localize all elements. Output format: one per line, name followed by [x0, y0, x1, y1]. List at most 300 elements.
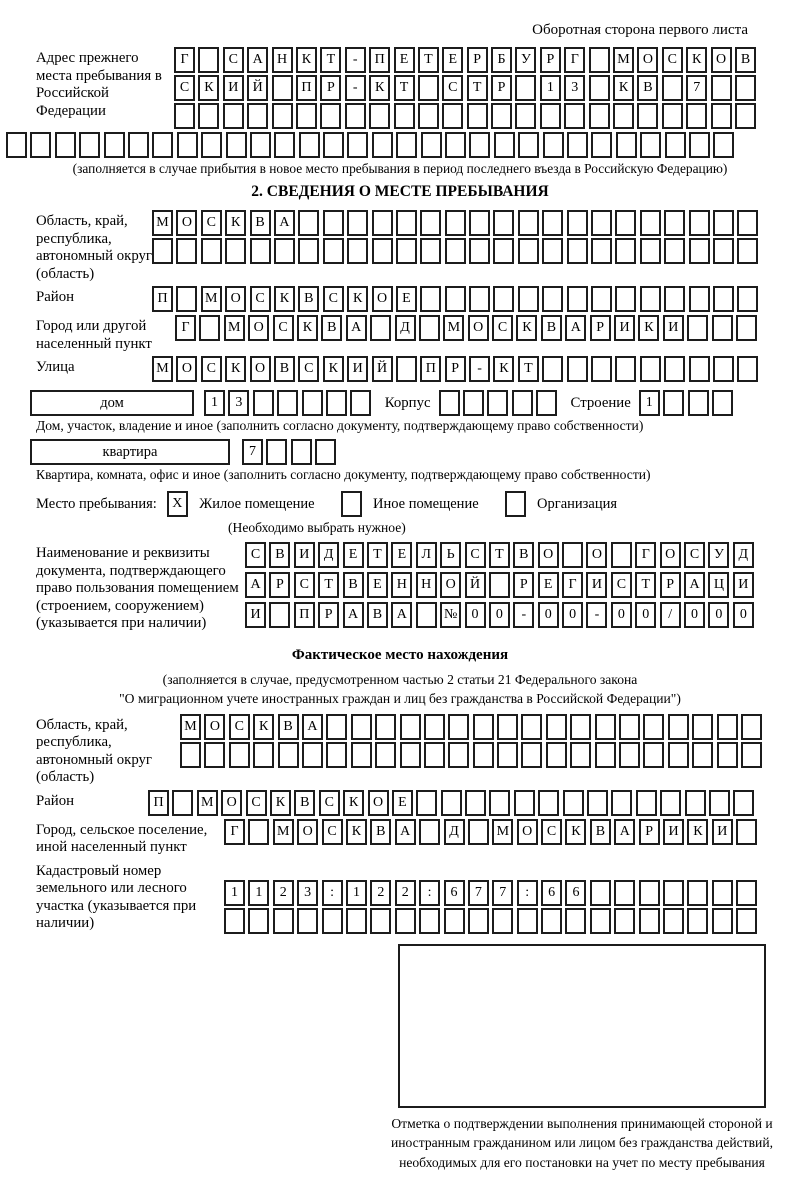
char-box[interactable]	[468, 819, 489, 845]
char-box[interactable]: В	[637, 75, 658, 101]
char-box[interactable]	[30, 132, 51, 158]
char-box[interactable]	[473, 742, 494, 768]
char-box[interactable]	[567, 132, 588, 158]
char-box[interactable]: С	[250, 286, 271, 312]
char-box[interactable]: С	[541, 819, 562, 845]
char-box[interactable]	[736, 315, 757, 341]
char-box[interactable]: К	[613, 75, 634, 101]
char-box[interactable]	[442, 103, 463, 129]
char-box[interactable]: А	[302, 714, 323, 740]
char-box[interactable]	[396, 210, 417, 236]
char-box[interactable]	[172, 790, 193, 816]
char-box[interactable]: П	[369, 47, 390, 73]
char-box[interactable]	[741, 714, 762, 740]
char-box[interactable]: -	[469, 356, 490, 382]
char-box[interactable]	[372, 238, 393, 264]
char-box[interactable]: Й	[465, 572, 486, 598]
char-box[interactable]	[253, 742, 274, 768]
char-box[interactable]: К	[343, 790, 364, 816]
char-box[interactable]: О	[221, 790, 242, 816]
char-box[interactable]	[424, 714, 445, 740]
char-box[interactable]	[419, 315, 440, 341]
char-box[interactable]: С	[611, 572, 632, 598]
char-box[interactable]: Р	[590, 315, 611, 341]
char-box[interactable]	[400, 742, 421, 768]
char-box[interactable]: -	[586, 602, 607, 628]
char-box[interactable]: П	[148, 790, 169, 816]
char-box[interactable]	[416, 790, 437, 816]
char-box[interactable]: В	[274, 356, 295, 382]
char-box[interactable]: Л	[416, 542, 437, 568]
char-box[interactable]	[660, 790, 681, 816]
char-box[interactable]	[640, 132, 661, 158]
char-box[interactable]: О	[250, 356, 271, 382]
char-box[interactable]	[521, 742, 542, 768]
char-box[interactable]: Е	[394, 47, 415, 73]
char-box[interactable]: С	[223, 47, 244, 73]
char-box[interactable]: П	[152, 286, 173, 312]
char-box[interactable]: М	[180, 714, 201, 740]
char-box[interactable]	[589, 75, 610, 101]
char-box[interactable]	[372, 132, 393, 158]
char-box[interactable]	[341, 491, 362, 517]
char-box[interactable]	[542, 238, 563, 264]
char-box[interactable]: С	[684, 542, 705, 568]
char-box[interactable]	[445, 132, 466, 158]
char-box[interactable]	[326, 390, 347, 416]
char-box[interactable]: Д	[395, 315, 416, 341]
char-box[interactable]	[686, 103, 707, 129]
char-box[interactable]: В	[321, 315, 342, 341]
char-box[interactable]	[201, 238, 222, 264]
char-box[interactable]	[589, 47, 610, 73]
char-box[interactable]	[291, 439, 312, 465]
char-box[interactable]	[467, 103, 488, 129]
char-box[interactable]	[444, 908, 465, 934]
char-box[interactable]: О	[637, 47, 658, 73]
char-box[interactable]: Р	[660, 572, 681, 598]
char-box[interactable]	[517, 908, 538, 934]
char-box[interactable]: С	[319, 790, 340, 816]
char-box[interactable]: Г	[635, 542, 656, 568]
char-box[interactable]	[741, 742, 762, 768]
char-box[interactable]: П	[294, 602, 315, 628]
char-box[interactable]	[250, 238, 271, 264]
char-box[interactable]: Д	[318, 542, 339, 568]
char-box[interactable]: С	[294, 572, 315, 598]
char-box[interactable]: Б	[491, 47, 512, 73]
char-box[interactable]: С	[201, 210, 222, 236]
char-box[interactable]: М	[201, 286, 222, 312]
char-box[interactable]	[515, 75, 536, 101]
char-box[interactable]	[204, 742, 225, 768]
char-box[interactable]	[518, 238, 539, 264]
char-box[interactable]	[668, 742, 689, 768]
char-box[interactable]	[664, 210, 685, 236]
char-box[interactable]: Р	[639, 819, 660, 845]
char-box[interactable]	[713, 286, 734, 312]
char-box[interactable]	[345, 103, 366, 129]
char-box[interactable]: С	[174, 75, 195, 101]
char-box[interactable]	[538, 790, 559, 816]
char-box[interactable]	[226, 132, 247, 158]
char-box[interactable]	[351, 714, 372, 740]
char-box[interactable]	[570, 742, 591, 768]
char-box[interactable]	[448, 742, 469, 768]
char-box[interactable]	[315, 439, 336, 465]
char-box[interactable]	[320, 103, 341, 129]
char-box[interactable]	[713, 132, 734, 158]
char-box[interactable]	[636, 790, 657, 816]
char-box[interactable]	[692, 714, 713, 740]
organization-checkbox[interactable]	[505, 491, 529, 517]
char-box[interactable]: Ц	[708, 572, 729, 598]
char-box[interactable]	[689, 286, 710, 312]
char-box[interactable]	[487, 390, 508, 416]
char-box[interactable]	[465, 790, 486, 816]
char-box[interactable]: Е	[391, 542, 412, 568]
char-box[interactable]: П	[296, 75, 317, 101]
char-box[interactable]	[662, 103, 683, 129]
char-box[interactable]	[152, 132, 173, 158]
char-box[interactable]: К	[686, 47, 707, 73]
char-box[interactable]	[445, 286, 466, 312]
char-box[interactable]: Р	[540, 47, 561, 73]
char-box[interactable]	[587, 790, 608, 816]
char-box[interactable]	[540, 103, 561, 129]
char-box[interactable]	[223, 103, 244, 129]
char-box[interactable]: 1	[204, 390, 225, 416]
char-box[interactable]	[717, 742, 738, 768]
char-box[interactable]: О	[204, 714, 225, 740]
char-box[interactable]	[564, 103, 585, 129]
char-box[interactable]	[396, 238, 417, 264]
char-box[interactable]: Т	[467, 75, 488, 101]
char-box[interactable]	[250, 132, 271, 158]
char-box[interactable]: 6	[541, 880, 562, 906]
char-box[interactable]	[664, 356, 685, 382]
char-box[interactable]: П	[420, 356, 441, 382]
char-box[interactable]	[735, 103, 756, 129]
char-box[interactable]: Н	[272, 47, 293, 73]
char-box[interactable]: С	[246, 790, 267, 816]
char-box[interactable]: 3	[564, 75, 585, 101]
char-box[interactable]	[299, 132, 320, 158]
char-box[interactable]	[448, 714, 469, 740]
char-box[interactable]: В	[278, 714, 299, 740]
char-box[interactable]	[298, 210, 319, 236]
char-box[interactable]	[589, 103, 610, 129]
char-box[interactable]: И	[223, 75, 244, 101]
char-box[interactable]: С	[322, 819, 343, 845]
char-box[interactable]: /	[660, 602, 681, 628]
char-box[interactable]	[469, 286, 490, 312]
char-box[interactable]: С	[298, 356, 319, 382]
char-box[interactable]	[712, 390, 733, 416]
char-box[interactable]: И	[245, 602, 266, 628]
char-box[interactable]: В	[250, 210, 271, 236]
char-box[interactable]: 1	[224, 880, 245, 906]
char-box[interactable]	[736, 880, 757, 906]
char-box[interactable]	[591, 210, 612, 236]
char-box[interactable]: А	[346, 315, 367, 341]
char-box[interactable]	[737, 356, 758, 382]
char-box[interactable]	[590, 908, 611, 934]
char-box[interactable]	[711, 103, 732, 129]
char-box[interactable]	[497, 714, 518, 740]
char-box[interactable]	[733, 790, 754, 816]
char-box[interactable]: К	[323, 356, 344, 382]
char-box[interactable]	[643, 742, 664, 768]
char-box[interactable]	[350, 390, 371, 416]
char-box[interactable]	[663, 880, 684, 906]
char-box[interactable]	[469, 132, 490, 158]
char-box[interactable]	[591, 356, 612, 382]
char-box[interactable]: :	[517, 880, 538, 906]
char-box[interactable]	[687, 908, 708, 934]
char-box[interactable]	[369, 103, 390, 129]
char-box[interactable]: М	[152, 210, 173, 236]
char-box[interactable]: В	[541, 315, 562, 341]
stay-option-residential[interactable]	[167, 491, 341, 517]
char-box[interactable]	[614, 908, 635, 934]
char-box[interactable]	[152, 238, 173, 264]
char-box[interactable]	[615, 286, 636, 312]
char-box[interactable]	[370, 908, 391, 934]
char-box[interactable]: К	[297, 315, 318, 341]
char-box[interactable]	[229, 742, 250, 768]
char-box[interactable]: М	[613, 47, 634, 73]
char-box[interactable]: №	[440, 602, 461, 628]
char-box[interactable]: 0	[562, 602, 583, 628]
char-box[interactable]: О	[517, 819, 538, 845]
char-box[interactable]	[737, 210, 758, 236]
char-box[interactable]: 0	[684, 602, 705, 628]
char-box[interactable]: К	[493, 356, 514, 382]
char-box[interactable]: И	[712, 819, 733, 845]
char-box[interactable]: Е	[396, 286, 417, 312]
char-box[interactable]	[420, 238, 441, 264]
char-box[interactable]: 0	[611, 602, 632, 628]
char-box[interactable]: К	[638, 315, 659, 341]
char-box[interactable]: :	[322, 880, 343, 906]
char-box[interactable]: 7	[492, 880, 513, 906]
char-box[interactable]	[565, 908, 586, 934]
char-box[interactable]	[180, 742, 201, 768]
char-box[interactable]	[735, 75, 756, 101]
char-box[interactable]	[689, 210, 710, 236]
char-box[interactable]: 0	[635, 602, 656, 628]
char-box[interactable]: С	[201, 356, 222, 382]
char-box[interactable]: А	[245, 572, 266, 598]
other-premises-checkbox[interactable]	[341, 491, 365, 517]
char-box[interactable]: Р	[513, 572, 534, 598]
char-box[interactable]	[712, 315, 733, 341]
char-box[interactable]	[515, 103, 536, 129]
char-box[interactable]: 0	[708, 602, 729, 628]
char-box[interactable]: К	[270, 790, 291, 816]
char-box[interactable]	[297, 908, 318, 934]
char-box[interactable]	[351, 742, 372, 768]
char-box[interactable]	[640, 356, 661, 382]
char-box[interactable]	[619, 742, 640, 768]
char-box[interactable]: О	[372, 286, 393, 312]
char-box[interactable]	[198, 47, 219, 73]
char-box[interactable]	[518, 210, 539, 236]
char-box[interactable]: М	[492, 819, 513, 845]
char-box[interactable]	[489, 790, 510, 816]
char-box[interactable]	[711, 75, 732, 101]
char-box[interactable]	[248, 908, 269, 934]
char-box[interactable]	[177, 132, 198, 158]
char-box[interactable]	[493, 286, 514, 312]
char-box[interactable]: 1	[346, 880, 367, 906]
char-box[interactable]: 6	[444, 880, 465, 906]
char-box[interactable]	[400, 714, 421, 740]
char-box[interactable]	[542, 210, 563, 236]
char-box[interactable]	[685, 790, 706, 816]
char-box[interactable]: С	[245, 542, 266, 568]
char-box[interactable]	[347, 210, 368, 236]
char-box[interactable]: Е	[367, 572, 388, 598]
char-box[interactable]	[370, 315, 391, 341]
char-box[interactable]: В	[298, 286, 319, 312]
char-box[interactable]: Р	[491, 75, 512, 101]
char-box[interactable]: А	[395, 819, 416, 845]
char-box[interactable]	[278, 742, 299, 768]
char-box[interactable]	[302, 390, 323, 416]
char-box[interactable]: К	[687, 819, 708, 845]
char-box[interactable]: В	[735, 47, 756, 73]
char-box[interactable]: Т	[320, 47, 341, 73]
char-box[interactable]: Н	[416, 572, 437, 598]
char-box[interactable]: С	[662, 47, 683, 73]
char-box[interactable]: 7	[468, 880, 489, 906]
char-box[interactable]	[662, 75, 683, 101]
char-box[interactable]: А	[274, 210, 295, 236]
char-box[interactable]	[274, 238, 295, 264]
char-box[interactable]	[687, 315, 708, 341]
char-box[interactable]: С	[229, 714, 250, 740]
char-box[interactable]	[567, 238, 588, 264]
char-box[interactable]: Е	[538, 572, 559, 598]
char-box[interactable]: К	[516, 315, 537, 341]
char-box[interactable]: В	[590, 819, 611, 845]
char-box[interactable]	[595, 742, 616, 768]
char-box[interactable]	[563, 790, 584, 816]
char-box[interactable]	[687, 880, 708, 906]
char-box[interactable]	[396, 356, 417, 382]
char-box[interactable]: Е	[343, 542, 364, 568]
char-box[interactable]	[640, 286, 661, 312]
char-box[interactable]: О	[538, 542, 559, 568]
char-box[interactable]: О	[248, 315, 269, 341]
char-box[interactable]: В	[294, 790, 315, 816]
char-box[interactable]	[611, 542, 632, 568]
char-box[interactable]: Р	[269, 572, 290, 598]
char-box[interactable]: -	[345, 47, 366, 73]
char-box[interactable]	[418, 103, 439, 129]
char-box[interactable]: И	[586, 572, 607, 598]
char-box[interactable]: С	[465, 542, 486, 568]
char-box[interactable]: 2	[395, 880, 416, 906]
char-box[interactable]	[542, 356, 563, 382]
char-box[interactable]	[418, 75, 439, 101]
stay-option-organization[interactable]	[505, 491, 617, 517]
char-box[interactable]: К	[253, 714, 274, 740]
char-box[interactable]	[497, 742, 518, 768]
char-box[interactable]: :	[419, 880, 440, 906]
char-box[interactable]	[326, 742, 347, 768]
char-box[interactable]	[225, 238, 246, 264]
char-box[interactable]	[668, 714, 689, 740]
char-box[interactable]	[419, 908, 440, 934]
char-box[interactable]	[463, 390, 484, 416]
char-box[interactable]: О	[660, 542, 681, 568]
char-box[interactable]	[567, 356, 588, 382]
char-box[interactable]	[665, 132, 686, 158]
char-box[interactable]	[489, 572, 510, 598]
char-box[interactable]: И	[614, 315, 635, 341]
char-box[interactable]: Г	[564, 47, 585, 73]
char-box[interactable]: И	[663, 819, 684, 845]
char-box[interactable]: 7	[242, 439, 263, 465]
char-box[interactable]	[591, 132, 612, 158]
char-box[interactable]	[512, 390, 533, 416]
char-box[interactable]	[689, 132, 710, 158]
char-box[interactable]: О	[586, 542, 607, 568]
char-box[interactable]: И	[347, 356, 368, 382]
char-box[interactable]: А	[343, 602, 364, 628]
char-box[interactable]	[394, 103, 415, 129]
char-box[interactable]: А	[614, 819, 635, 845]
char-box[interactable]	[541, 908, 562, 934]
char-box[interactable]	[375, 714, 396, 740]
char-box[interactable]	[570, 714, 591, 740]
char-box[interactable]	[176, 238, 197, 264]
char-box[interactable]	[395, 908, 416, 934]
char-box[interactable]	[688, 390, 709, 416]
char-box[interactable]: 1	[639, 390, 660, 416]
char-box[interactable]	[615, 210, 636, 236]
char-box[interactable]: -	[513, 602, 534, 628]
char-box[interactable]: М	[197, 790, 218, 816]
char-box[interactable]: Т	[635, 572, 656, 598]
char-box[interactable]	[567, 210, 588, 236]
char-box[interactable]	[567, 286, 588, 312]
char-box[interactable]	[712, 880, 733, 906]
char-box[interactable]	[536, 390, 557, 416]
char-box[interactable]	[518, 132, 539, 158]
char-box[interactable]	[619, 714, 640, 740]
char-box[interactable]: К	[347, 286, 368, 312]
char-box[interactable]: Т	[367, 542, 388, 568]
char-box[interactable]: Е	[442, 47, 463, 73]
char-box[interactable]	[713, 356, 734, 382]
char-box[interactable]	[546, 742, 567, 768]
char-box[interactable]	[640, 238, 661, 264]
char-box[interactable]	[736, 819, 757, 845]
char-box[interactable]	[663, 390, 684, 416]
char-box[interactable]: М	[224, 315, 245, 341]
char-box[interactable]	[492, 908, 513, 934]
char-box[interactable]	[543, 132, 564, 158]
char-box[interactable]	[323, 132, 344, 158]
char-box[interactable]: 1	[540, 75, 561, 101]
char-box[interactable]	[372, 210, 393, 236]
char-box[interactable]	[347, 238, 368, 264]
char-box[interactable]	[505, 491, 526, 517]
